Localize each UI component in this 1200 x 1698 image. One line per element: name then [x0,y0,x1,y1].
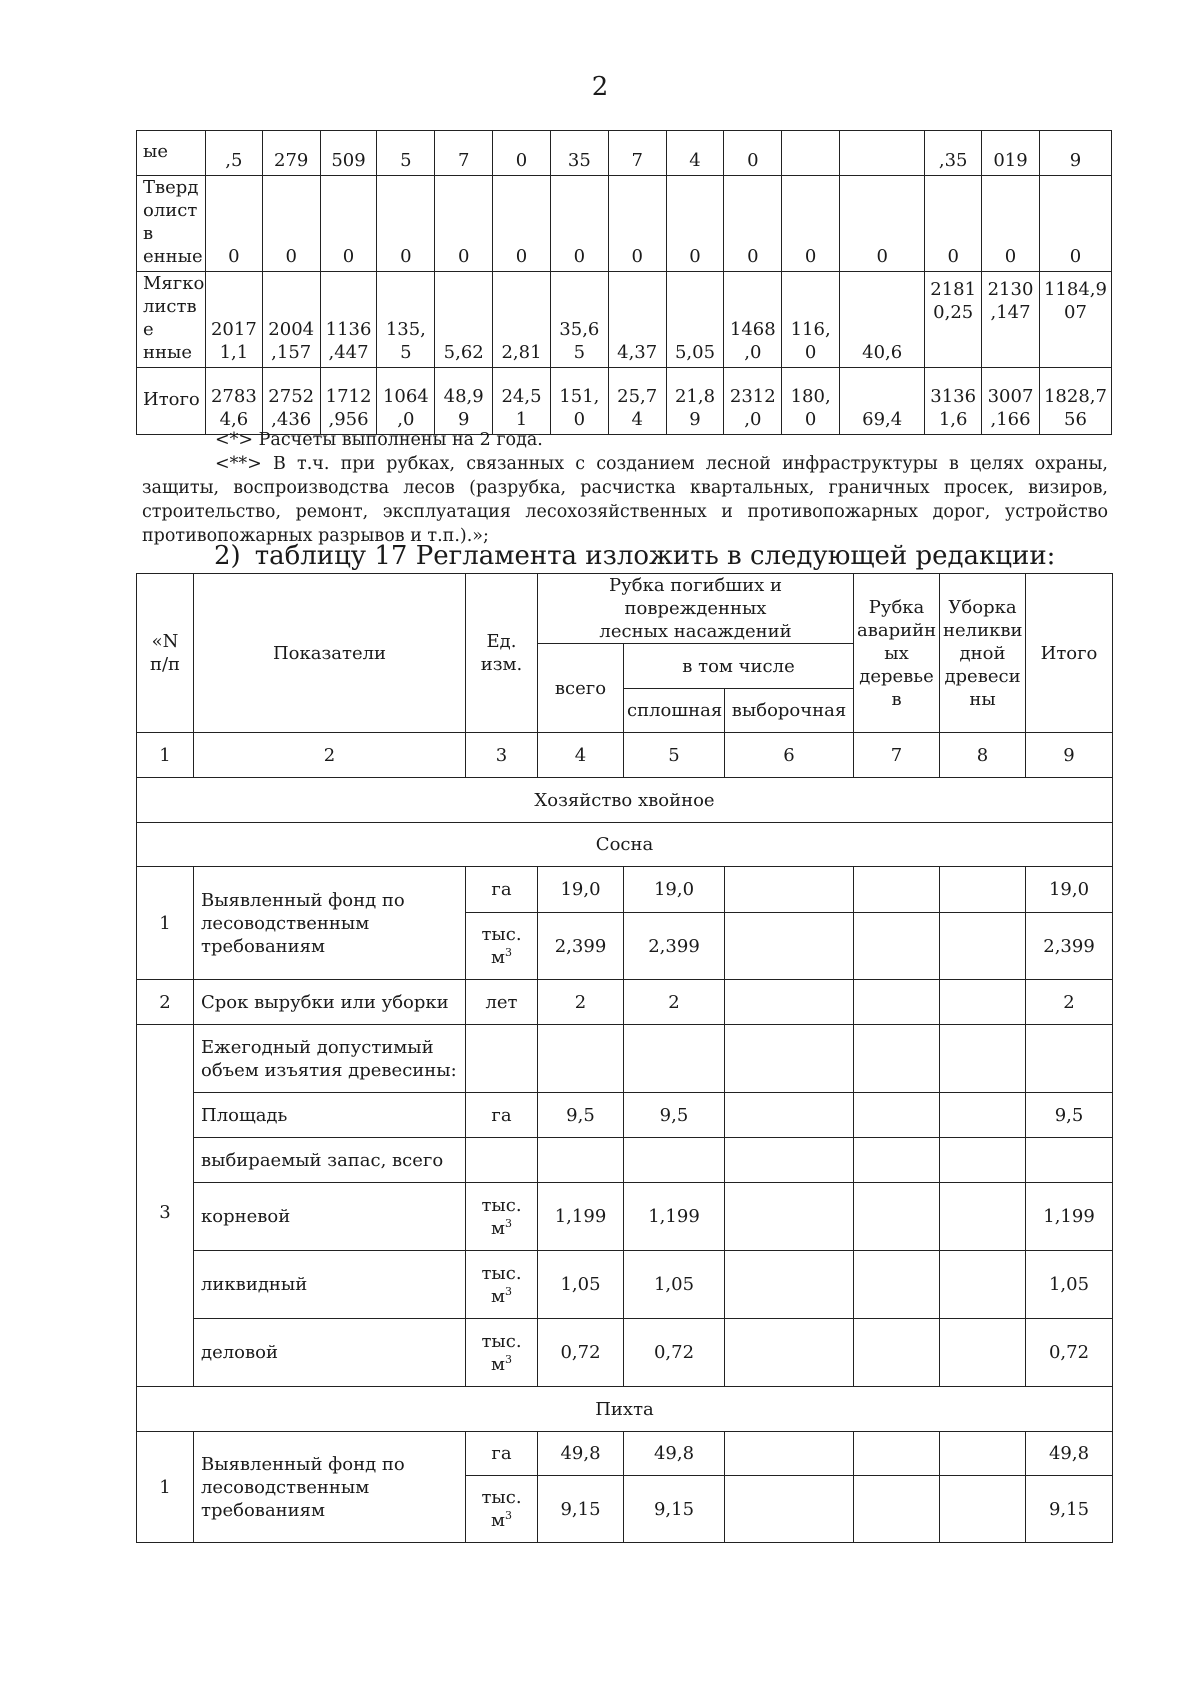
table-row: деловой тыс. $м^3$ 0,72 0,72 0,72 [137,1319,1113,1387]
table-row: корневой тыс. $м^3$ 1,199 1,199 1,199 [137,1183,1113,1251]
table-cell: 2,81 [493,272,551,368]
table-cell: 0 [925,176,982,272]
header-itogo: Итого [1026,574,1113,733]
table-cell: 21,8 9 [666,368,724,435]
amendment-heading [214,541,1055,571]
table-cell: 3136 1,6 [925,368,982,435]
header-num: «N п/п [137,574,194,733]
table-cell: 2181 0,25 [925,272,982,368]
heading-text: таблицу 17 Регламента изложить в следующей редакции: [254,541,1056,571]
table-cell: 24,5 1 [493,368,551,435]
header-unit: Ед. изм. [466,574,538,733]
table-cell: 1184,9 07 [1039,272,1111,368]
footnote-2: <**> В т.ч. при рубках, связанных с созданием лесной инфраструктуры в целях охраны, защиты, воспроизводства лесов (разрубка, расчистка квартальных, граничных просек, визиров, строительство, ремонт, эксплуатация лесохозяйственных и противопожарных дорог, устройство противопожарных разрывов и т.п.).»; [142,454,1108,546]
table-cell: 151, 0 [550,368,608,435]
table-cell: 40,6 [840,272,925,368]
table-cell: 1828,7 56 [1039,368,1111,435]
table-cell: 0 [493,131,551,176]
table-cell: 0 [724,176,782,272]
table-row: тыс. $м^3$ 9,15 9,15 9,15 [137,1476,1113,1543]
row-name: Итого [137,368,206,435]
table-cell: 5 [377,131,435,176]
table-row: 1 Выявленный фонд по лесоводственным требованиям га 19,0 19,0 19,0 [137,867,1113,913]
table-cell: 180, 0 [782,368,840,435]
table-cell: 0 [320,176,377,272]
header-incl: в том числе [624,644,854,689]
table-cell: 25,7 4 [608,368,666,435]
table-row [137,131,1112,176]
column-numbers-row: 1 2 3 4 5 6 7 8 9 [137,733,1113,778]
header-felling: Рубка погибших и поврежденных лесных насаждений [538,574,854,644]
section-farm: Хозяйство хвойное [137,778,1113,823]
table-cell: 35,6 5 [550,272,608,368]
table-cell [840,131,925,176]
table-row: тыс. $м^3$ 2,399 2,399 2,399 [137,913,1113,980]
table-cell: 0 [666,176,724,272]
table-cell [782,131,840,176]
row-name: Тверд олиств енные [137,176,206,272]
table-cell: 35 [550,131,608,176]
table-row: ликвидный тыс. $м^3$ 1,05 1,05 1,05 [137,1251,1113,1319]
footnote-1: <*> Расчеты выполнены на 2 года. [215,430,543,450]
table-row: Площадь га 9,5 9,5 9,5 [137,1093,1113,1138]
row-name: ые [137,131,206,176]
continued-table [136,130,1112,435]
table-cell: 0 [1039,176,1111,272]
header-cleanup: Уборка неликви дной древеси ны [940,574,1026,733]
table-row [137,272,1112,368]
table-cell: 5,62 [435,272,493,368]
row-name: Мягко листве нные [137,272,206,368]
table-cell: 509 [320,131,377,176]
table-cell: 5,05 [666,272,724,368]
table-cell: 1136 ,447 [320,272,377,368]
table-row: выбираемый запас, всего [137,1138,1113,1183]
table-cell: 48,9 9 [435,368,493,435]
table-row: 2 Срок вырубки или уборки лет 2 2 2 [137,980,1113,1025]
section-pikhta: Пихта [137,1387,1113,1432]
table-cell: 7 [608,131,666,176]
table-cell: 0 [493,176,551,272]
table-cell: 019 [982,131,1040,176]
table-cell: 1064 ,0 [377,368,435,435]
table-cell: 2130 ,147 [982,272,1040,368]
table-cell: 0 [377,176,435,272]
table-cell: 69,4 [840,368,925,435]
table-cell: 0 [435,176,493,272]
table-cell: ,35 [925,131,982,176]
section-sosna: Сосна [137,823,1113,867]
table-cell: 279 [262,131,320,176]
header-selective: выборочная [725,689,854,733]
table-cell: 0 [782,176,840,272]
table-cell: 7 [435,131,493,176]
table-cell: 2004 ,157 [262,272,320,368]
table-row: 1 Выявленный фонд по лесоводственным требованиям га 49,8 49,8 49,8 [137,1432,1113,1476]
table-row: 3 Ежегодный допустимый объем изъятия древесины: [137,1025,1113,1093]
table-cell: 2312 ,0 [724,368,782,435]
table-cell: ,5 [205,131,262,176]
table-cell: 2017 1,1 [205,272,262,368]
table-17 [136,573,1113,1543]
table-cell: 0 [608,176,666,272]
table-cell: 2783 4,6 [205,368,262,435]
table-cell: 2752 ,436 [262,368,320,435]
table-cell: 0 [205,176,262,272]
table-cell: 0 [982,176,1040,272]
table-cell: 9 [1039,131,1111,176]
table-cell: 4 [666,131,724,176]
table-cell: 135, 5 [377,272,435,368]
table-cell: 0 [840,176,925,272]
header-indicators: Показатели [194,574,466,733]
heading-number: 2) [214,541,241,571]
table-cell: 1468 ,0 [724,272,782,368]
table-row [137,176,1112,272]
table-cell: 116, 0 [782,272,840,368]
table-cell: 0 [724,131,782,176]
table-row [137,368,1112,435]
header-total-all: всего [538,644,624,733]
table-cell: 0 [550,176,608,272]
table-cell: 0 [262,176,320,272]
table-cell: 4,37 [608,272,666,368]
header-emergency: Рубка аварийн ых деревье в [854,574,940,733]
page-number: 2 [591,72,609,102]
header-clear: сплошная [624,689,725,733]
table-cell: 3007 ,166 [982,368,1040,435]
table-cell: 1712 ,956 [320,368,377,435]
footnotes [142,428,1108,548]
